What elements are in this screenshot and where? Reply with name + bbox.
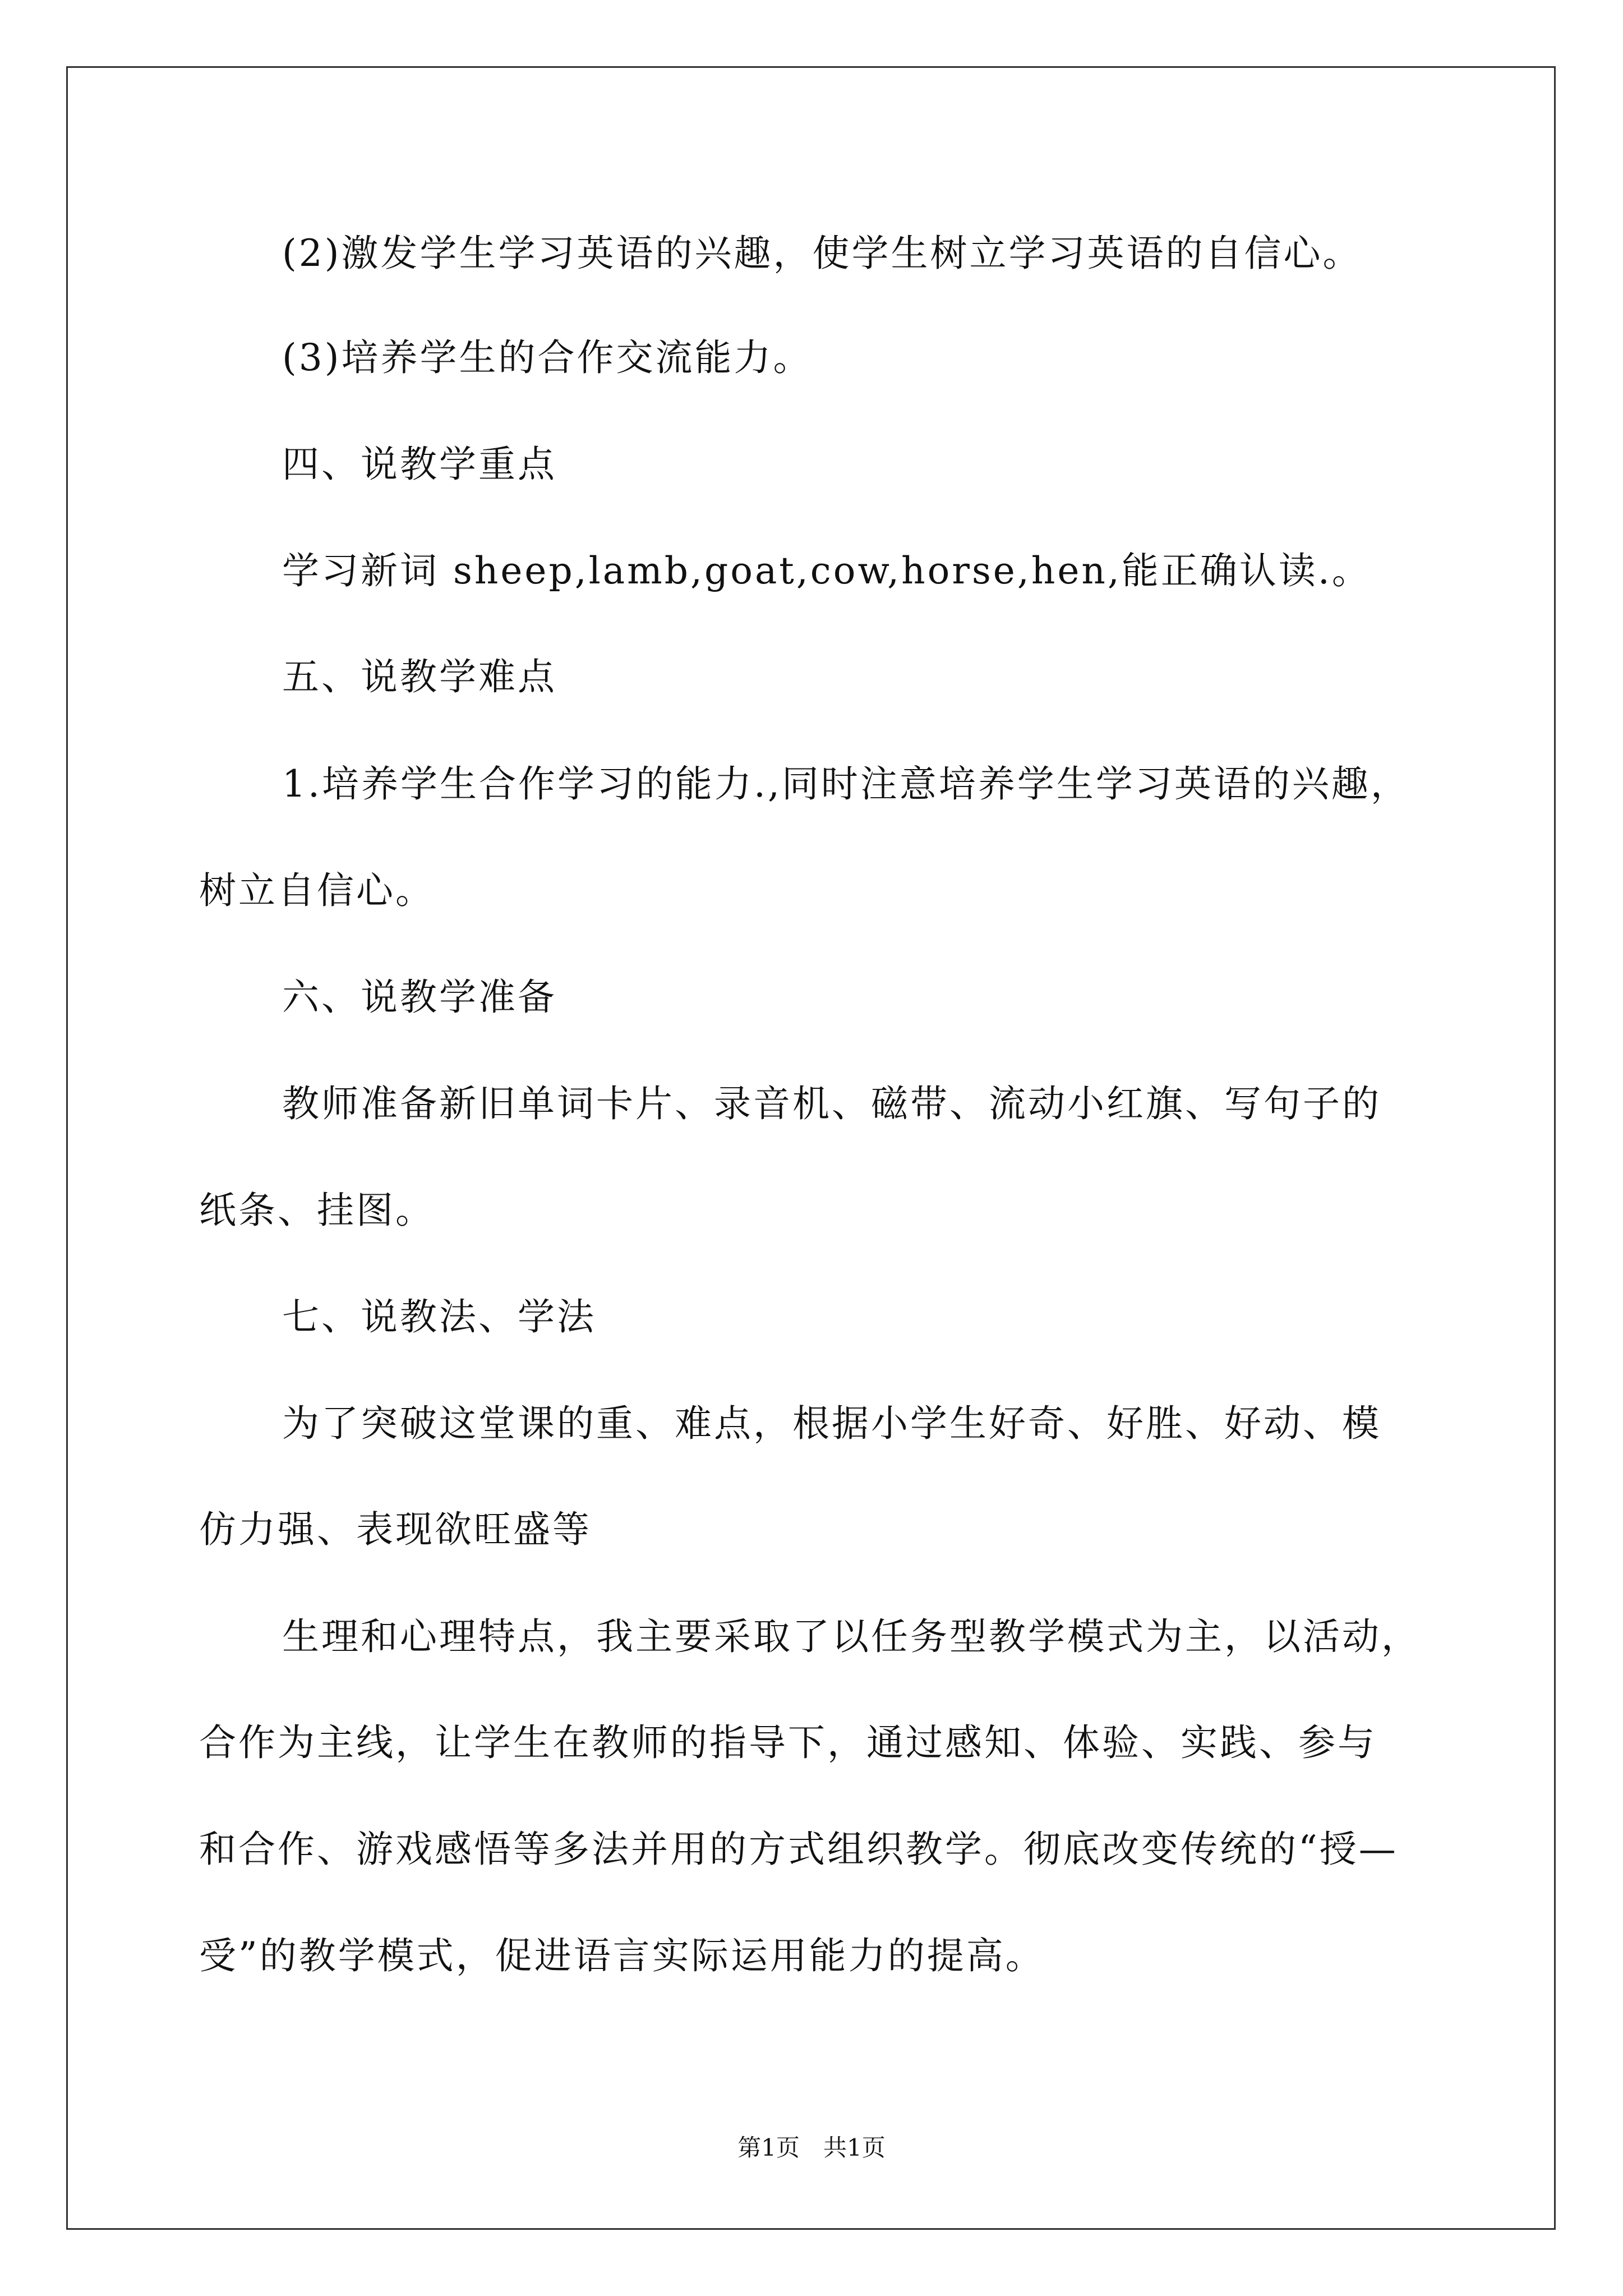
paragraph-line: 仿力强、表现欲旺盛等: [199, 1508, 592, 1551]
paragraph-line: 学习新词 sheep,lamb,goat,cow,horse,hen,能正确认读.。: [282, 549, 1371, 592]
paragraph-line: 为了突破这堂课的重、难点，根据小学生好奇、好胜、好动、模: [282, 1402, 1381, 1445]
section-heading: 六、说教学准备: [282, 976, 557, 1019]
section-heading: 七、说教法、学法: [282, 1295, 596, 1338]
paragraph-line: 生理和心理特点，我主要采取了以任务型教学模式为主，以活动，: [282, 1615, 1421, 1658]
paragraph-line: (2)激发学生学习英语的兴趣，使学生树立学习英语的自信心。: [282, 232, 1362, 275]
paragraph-line: 和合作、游戏感悟等多法并用的方式组织教学。彻底改变传统的“授—: [199, 1828, 1398, 1871]
section-heading: 四、说教学重点: [282, 443, 557, 486]
paragraph-line: 树立自信心。: [199, 869, 435, 912]
paragraph-line: 合作为主线，让学生在教师的指导下，通过感知、体验、实践、参与: [199, 1721, 1377, 1764]
paragraph-line: 受”的教学模式，促进语言实际运用能力的提高。: [199, 1934, 1045, 1977]
paragraph-line: (3)培养学生的合作交流能力。: [282, 336, 813, 379]
page-border: [66, 66, 1556, 2230]
section-heading: 五、说教学难点: [282, 655, 557, 698]
page-number-footer: 第1页 共1页: [737, 2134, 886, 2161]
paragraph-line: 1.培养学生合作学习的能力.,同时注意培养学生学习英语的兴趣，: [282, 762, 1410, 806]
paragraph-line: 教师准备新旧单词卡片、录音机、磁带、流动小红旗、写句子的: [282, 1082, 1381, 1125]
paragraph-line: 纸条、挂图。: [199, 1189, 435, 1232]
